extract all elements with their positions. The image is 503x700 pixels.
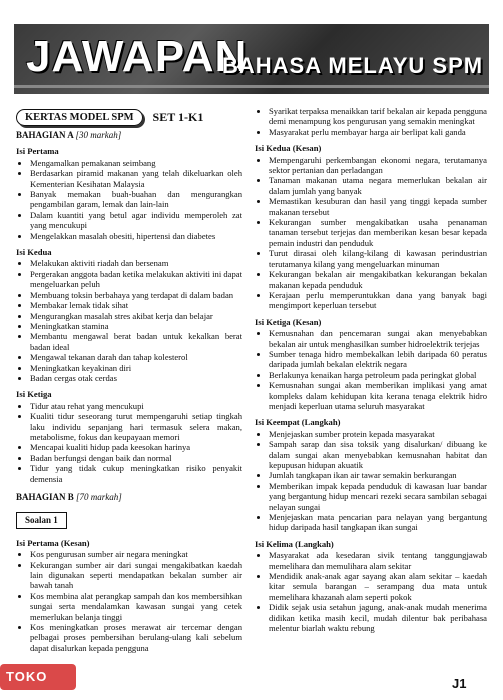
list-item: • Mengawal tekanan darah dan tahap kolesterol — [30, 352, 242, 362]
section-title: Isi Pertama — [16, 146, 59, 157]
section-list — [16, 158, 242, 241]
section-list — [255, 550, 487, 633]
list-item: • Masyarakat ada kesedaran sivik tentang tanggungjawab memelihara dan memulihara alam sekitar — [269, 550, 487, 571]
list-item: • Kekurangan sumber air dari sungai mengakibatkan kaedah lain digunakan seperti mendapatkan bekalan sumber air bawah tanah — [30, 560, 242, 591]
list-item: • Kos membina alat perangkap sampah dan kos membersihkan sungai serta mendalamkan kawasan sungai yang cetek memerlukan belanja tinggi — [30, 591, 242, 622]
set-title: SET 1-K1 — [152, 109, 204, 124]
list-item: • Kekurangan sumber mengakibatkan usaha penanaman tanaman tersebut terjejas dan memberikan kesan besar kepada pemain industri dan penduduk — [269, 217, 487, 248]
list-item: • Tanaman makanan utama negara memerlukan bekalan air dalam jumlah yang banyak — [269, 175, 487, 196]
list-item: • Berlakunya kenaikan harga petroleum pada peringkat global — [269, 370, 487, 380]
list-item: • Turut dirasai oleh kilang-kilang di kawasan perindustrian terutamanya kilang yang mengeluarkan minuman — [269, 248, 487, 269]
list-item: • Syarikat terpaksa menaikkan tarif bekalan air kepada pengguna demi menampung kos pengurusan yang semakin meningkat — [269, 106, 487, 127]
right-sections — [255, 143, 487, 633]
list-item: • Menjejaskan sumber protein kepada masyarakat — [269, 429, 487, 439]
list-item: • Kerajaan perlu memperuntukkan dana yang banyak bagi mengimport keperluan tersebut — [269, 290, 487, 311]
list-item: • Mengamalkan pemakanan seimbang — [30, 158, 242, 168]
section-title: Isi Ketiga — [16, 389, 52, 400]
list-item: • Badan cergas otak cerdas — [30, 373, 242, 383]
page-number: J1 — [452, 676, 467, 691]
bahagian-a-label: BAHAGIAN A — [16, 130, 74, 140]
list-item: • Kos pengurusan sumber air negara meningkat — [30, 549, 242, 559]
section-list — [16, 401, 242, 484]
kesan-list — [16, 549, 242, 653]
section-title: Isi Kedua — [16, 247, 52, 258]
section-title: Isi Kelima (Langkah) — [255, 538, 334, 549]
list-item: • Mencapai kualiti hidup pada keesokan harinya — [30, 442, 242, 452]
list-item: • Jumlah tangkapan ikan air tawar semakin berkurangan — [269, 470, 487, 480]
section-list — [255, 155, 487, 311]
right-column — [255, 106, 487, 634]
list-item: • Meningkatkan keyakinan diri — [30, 363, 242, 373]
banner-title: JAWAPAN — [26, 32, 248, 81]
set-header — [16, 108, 242, 126]
section-title: Isi Keempat (Langkah) — [255, 417, 341, 428]
bahagian-a-heading — [16, 130, 242, 140]
list-item: • Tidur yang tidak cukup meningkatkan risiko penyakit demensia — [30, 463, 242, 484]
left-column — [16, 108, 242, 653]
bahagian-b-marks: [70 markah] — [76, 492, 122, 502]
bahagian-b-heading — [16, 492, 242, 502]
list-item: • Didik sejak usia setahun jagung, anak-anak mudah menerima didikan ketika masih kecil, mudah dilentur bak peribahasa melentur biarlah waktu rebung — [269, 602, 487, 633]
list-item: • Masyarakat perlu membayar harga air berlipat kali ganda — [269, 127, 487, 137]
list-item: • Sumber tenaga hidro membekalkan lebih daripada 60 peratus daripada jumlah bekalan elektrik negara — [269, 349, 487, 370]
section-list — [255, 328, 487, 411]
set-box: KERTAS MODEL SPM — [16, 109, 143, 126]
list-item: • Membakar lemak tidak sihat — [30, 300, 242, 310]
watermark-logo: TOKO — [0, 664, 76, 690]
list-item: • Kos meningkatkan proses merawat air tercemar dengan pelbagai proses pembersihan berulang-ulang kali sebelum dapat disalurkan kepada pengguna — [30, 622, 242, 653]
list-item: • Sampah sarap dan sisa toksik yang disalurkan/ dibuang ke dalam sungai akan menyebabkan kemusnahan habitat dan kepupusan hidupan akuatik — [269, 439, 487, 470]
list-item: • Badan berfungsi dengan baik dan normal — [30, 453, 242, 463]
bahagian-a-marks: [30 markah] — [75, 130, 122, 140]
list-item: • Pergerakan anggota badan ketika melakukan aktiviti ini dapat mengeluarkan peluh — [30, 269, 242, 290]
list-item: • Banyak memakan buah-buahan dan mengurangkan pengambilan garam, lemak dan lain-lain — [30, 189, 242, 210]
list-item: • Mengelakkan masalah obesiti, hipertensi dan diabetes — [30, 231, 242, 241]
banner-subtitle: BAHASA MELAYU SPM — [222, 53, 484, 78]
list-item: • Memastikan kesuburan dan hasil yang tinggi kepada sumber makanan tersebut — [269, 196, 487, 217]
section-title: Isi Ketiga (Kesan) — [255, 316, 322, 327]
list-item: • Memberikan impak kepada penduduk di kawasan luar bandar yang bergantung hidup mencari rezeki secara sambilan sebagai nelayan sungai — [269, 481, 487, 512]
bahagian-b-label: BAHAGIAN B — [16, 492, 74, 502]
list-item: • Mengurangkan masalah stres akibat kerja dan belajar — [30, 311, 242, 321]
banner-stripe — [14, 85, 489, 88]
list-item: • Melakukan aktiviti riadah dan bersenam — [30, 258, 242, 268]
list-item: • Dalam kuantiti yang betul agar individu memperoleh zat yang mencukupi — [30, 210, 242, 231]
right-top-list — [255, 106, 487, 137]
list-item: • Membantu mengawal berat badan untuk kekalkan berat badan ideal — [30, 331, 242, 352]
list-item: • Membuang toksin berbahaya yang terdapat di dalam badan — [30, 290, 242, 300]
list-item: • Kekurangan bekalan air mengakibatkan kekurangan bekalan makanan kepada penduduk — [269, 269, 487, 290]
list-item: • Tidur atau rehat yang mencukupi — [30, 401, 242, 411]
soalan-box: Soalan 1 — [16, 512, 67, 528]
list-item: • Berdasarkan piramid makanan yang telah dikeluarkan oleh Kementerian Kesihatan Malaysia — [30, 168, 242, 189]
list-item: • Mempengaruhi perkembangan ekonomi negara, terutamanya sektor pertanian dan perladangan — [269, 155, 487, 176]
left-sections — [16, 146, 242, 484]
list-item: • Kemusnahan sungai akan memberikan implikasi yang amat kompleks dalam kehidupan kita kerana tenaga elektrik hidro menjadi keperluan utama seluruh masyarakat — [269, 380, 487, 411]
list-item: • Mendidik anak-anak agar sayang akan alam sekitar – kaedah kitar semula barangan – serampang dua mata untuk memelihara khazanah alam seperti pokok — [269, 571, 487, 602]
section-list — [16, 258, 242, 383]
list-item: • Kualiti tidur seseorang turut mempengaruhi setiap tingkah laku individu sepanjang hari termasuk selera makan, metabolisme, fokus dan keupayaan memori — [30, 411, 242, 442]
list-item: • Meningkatkan stamina — [30, 321, 242, 331]
section-title: Isi Pertama (Kesan) — [16, 537, 90, 548]
list-item: • Menjejaskan mata pencarian para nelayan yang bergantung hidup daripada hasil tangkapan ikan sungai — [269, 512, 487, 533]
header-banner — [14, 24, 489, 94]
list-item: • Kemusnahan dan pencemaran sungai akan menyebabkan bekalan air untuk menghasilkan sumber hidroelektrik terjejas — [269, 328, 487, 349]
section-list — [255, 429, 487, 533]
section-title: Isi Kedua (Kesan) — [255, 143, 322, 154]
